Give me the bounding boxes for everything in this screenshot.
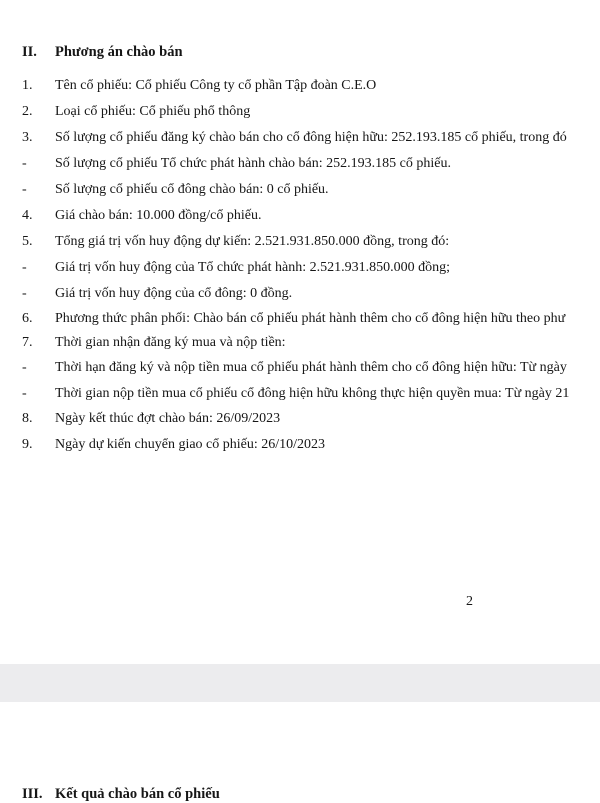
list-marker: - <box>22 260 27 275</box>
list-item-text: Phương thức phân phối: Chào bán cổ phiếu phát hành thêm cho cổ đông hiện hữu theo phư <box>55 311 566 326</box>
list-item-text: Giá chào bán: 10.000 đồng/cổ phiếu. <box>55 208 262 223</box>
list-item-text: Số lượng cổ phiếu Tổ chức phát hành chào bán: 252.193.185 cổ phiếu. <box>55 156 451 171</box>
list-marker: - <box>22 156 27 171</box>
list-item-text: Giá trị vốn huy động của cổ đông: 0 đồng. <box>55 286 293 301</box>
list-item-text: Số lượng cổ phiếu đăng ký chào bán cho cổ đông hiện hữu: 252.193.185 cổ phiếu, trong đó <box>55 130 567 145</box>
page-separator <box>0 664 600 702</box>
list-marker: 7. <box>22 335 33 350</box>
list-marker: - <box>22 386 27 401</box>
list-marker: 6. <box>22 311 33 326</box>
list-marker: 3. <box>22 130 33 145</box>
list-marker: 8. <box>22 411 33 426</box>
list-marker: - <box>22 182 27 197</box>
list-item-text: Ngày kết thúc đợt chào bán: 26/09/2023 <box>55 411 281 426</box>
list-marker: 2. <box>22 104 33 119</box>
list-marker: - <box>22 286 27 301</box>
next-section-heading <box>22 786 220 803</box>
list-marker: 9. <box>22 437 33 452</box>
list-item-text: Thời hạn đăng ký và nộp tiền mua cổ phiếu phát hành thêm cho cổ đông hiện hữu: Từ ngày <box>55 360 567 375</box>
next-section-title: Kết quả chào bán cổ phiếu <box>55 786 220 802</box>
section-heading <box>22 44 183 61</box>
list-item-text: Thời gian nộp tiền mua cổ phiếu cổ đông hiện hữu không thực hiện quyền mua: Từ ngày 21 <box>55 386 570 401</box>
list-item-text: Tổng giá trị vốn huy động dự kiến: 2.521.931.850.000 đồng, trong đó: <box>55 234 450 249</box>
section-number: II. <box>22 44 37 60</box>
list-marker: 1. <box>22 78 33 93</box>
list-item-text: Thời gian nhận đăng ký mua và nộp tiền: <box>55 335 286 350</box>
page-number: 2 <box>466 594 473 609</box>
list-marker: 5. <box>22 234 33 249</box>
list-marker: 4. <box>22 208 33 223</box>
list-item-text: Ngày dự kiến chuyển giao cổ phiếu: 26/10/2023 <box>55 437 326 452</box>
list-marker: - <box>22 360 27 375</box>
list-item-text: Tên cổ phiếu: Cổ phiếu Công ty cổ phần Tập đoàn C.E.O <box>55 78 377 93</box>
section-title: Phương án chào bán <box>55 44 183 60</box>
list-item-text: Giá trị vốn huy động của Tổ chức phát hành: 2.521.931.850.000 đồng; <box>55 260 450 275</box>
next-section-number: III. <box>22 786 43 802</box>
list-item-text: Loại cổ phiếu: Cổ phiếu phổ thông <box>55 104 251 119</box>
list-item-text: Số lượng cổ phiếu cổ đông chào bán: 0 cổ phiếu. <box>55 182 329 197</box>
